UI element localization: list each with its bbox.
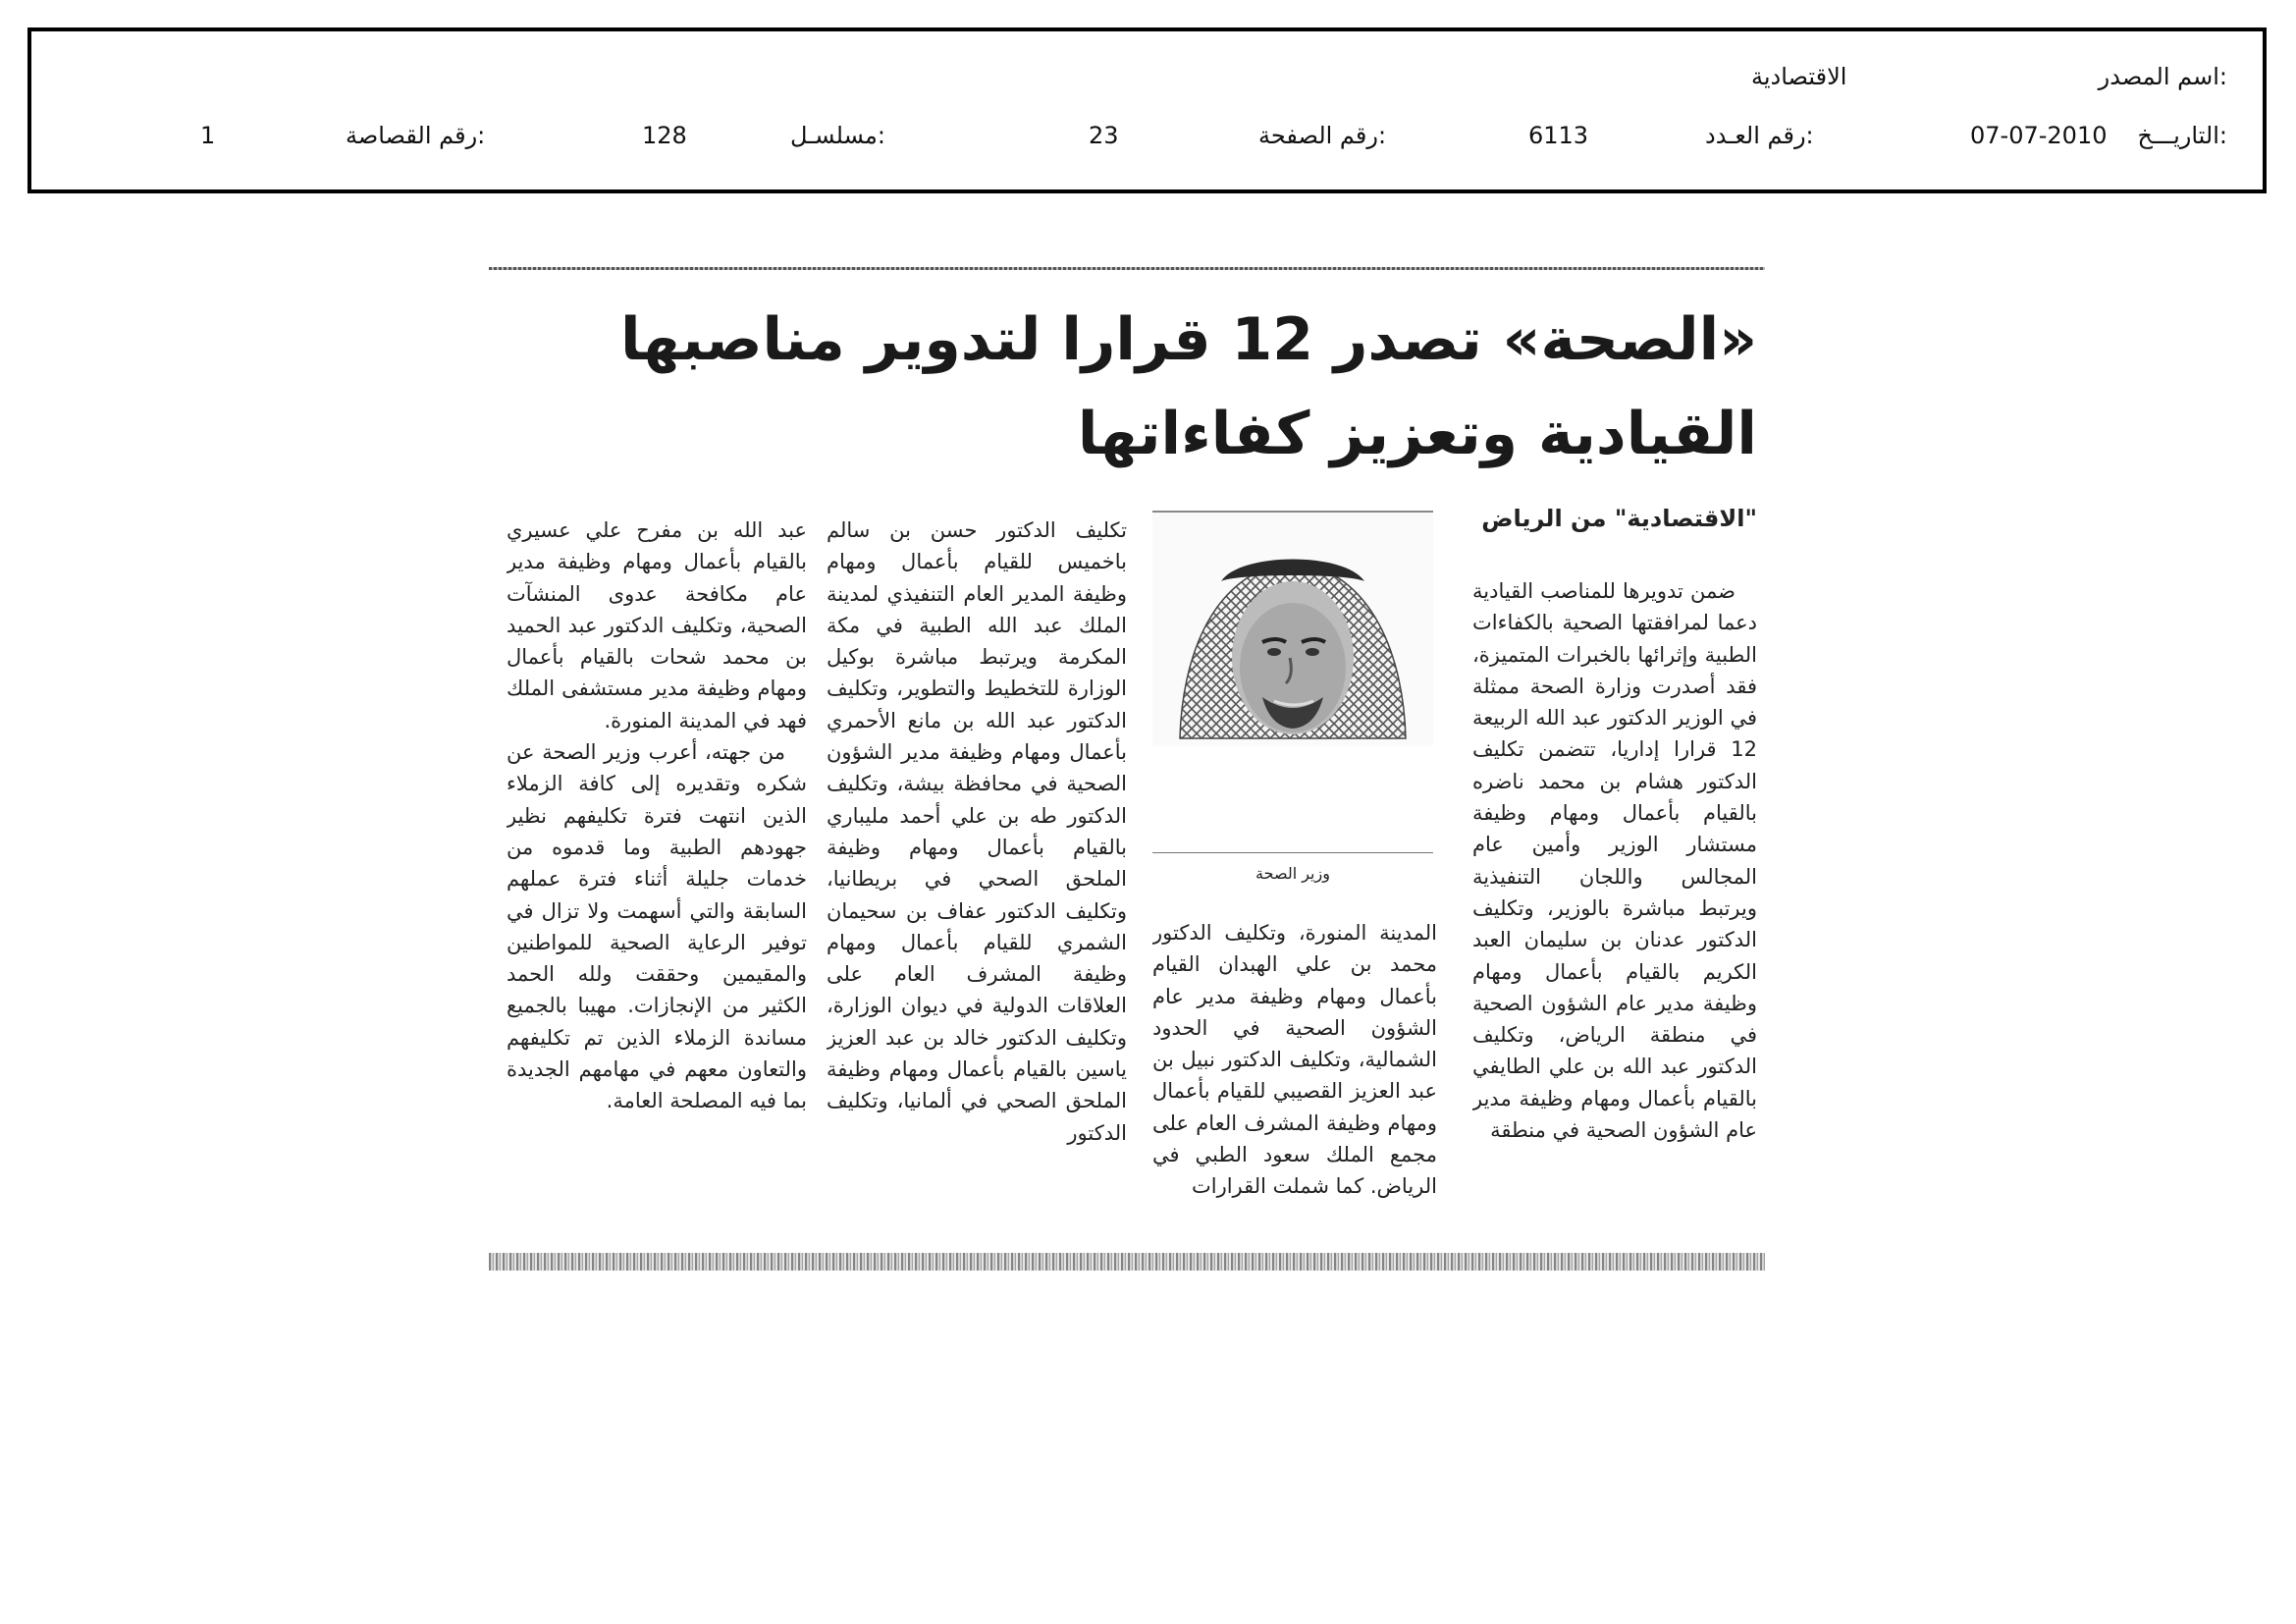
- article-column-1: [1472, 575, 1757, 1253]
- source-value: الاقتصادية: [1751, 63, 1847, 90]
- page-label: رقم الصفحة:: [1258, 122, 1387, 149]
- column-4-paragraph-2: من جهته، أعرب وزير الصحة عن شكره وتقديره إلى كافة الزملاء الذين انتهت فترة تكليفهم نظير جهودهم الطبية وما قدموه من خدمات جليلة أثناء فترة عملهم السابقة والتي أسهمت ولا تزال في توفير الرعاية الصحية للمواطنين والمقيمين وحققت ولله الحمد الكثير من الإنجازات. مهيبا بالجميع مساندة الزملاء الذين تم تكليفهم والتعاون معهم في مهامهم الجديدة بما فيه المصلحة العامة.: [507, 740, 807, 1113]
- column-1-text: ضمن تدويرها للمناصب القيادية دعما لمرافقتها الصحية بالكفاءات الطبية وإثرائها بالخبرات المتميزة، فقد أصدرت وزارة الصحة ممثلة في الوزير الدكتور عبد الله الربيعة 12 قرارا إداريا، تتضمن تكليف الدكتور هشام بن محمد ناضره بالقيام بأعمال ومهام وظيفة مستشار الوزير وأمين عام المجالس واللجان التنفيذية ويرتبط مباشرة بالوزير، وتكليف الدكتور عدنان بن سليمان العبد الكريم بالقيام بأعمال ومهام وظيفة مدير عام الشؤون الصحية في منطقة الرياض، وتكليف الدكتور عبد الله بن علي الطايفي بالقيام بأعمال ومهام وظيفة مدير عام الشؤون الصحية في منطقة: [1472, 579, 1757, 1143]
- date-label: التاريـــخ:: [2137, 122, 2227, 149]
- bottom-rule: [489, 1253, 1765, 1271]
- article-headline: «الصحة» تصدر 12 قرارا لتدوير مناصبها القيادية وتعزيز كفاءاتها: [619, 305, 1757, 468]
- article-column-3: [827, 514, 1127, 1253]
- date-value: 07-07-2010: [1970, 122, 2108, 149]
- article-column-4: [507, 514, 807, 1253]
- issue-value: 6113: [1528, 122, 1589, 149]
- column-3-text: تكليف الدكتور حسن بن سالم باخميس للقيام بأعمال ومهام وظيفة المدير العام التنفيذي لمدينة الملك عبد الله الطبية في مكة المكرمة ويرتبط مباشرة بوكيل الوزارة للتخطيط والتطوير، وتكليف الدكتور عبد الله بن مانع الأحمري بأعمال ومهام وظيفة مدير الشؤون الصحية في محافظة بيشة، وتكليف الدكتور طه بن علي أحمد مليباري بالقيام بأعمال ومهام وظيفة الملحق الصحي في بريطانيا، وتكليف الدكتور عفاف بن سحيمان الشمري للقيام بأعمال ومهام وظيفة المشرف العام على العلاقات الدولية في ديوان الوزارة، وتكليف الدكتور خالد بن عبد العزيز ياسين بالقيام بأعمال ومهام وظيفة الملحق الصحي في ألمانيا، وتكليف الدكتور: [827, 518, 1127, 1145]
- clipping-metadata-box: [27, 27, 2267, 193]
- clip-label: رقم القصاصة:: [346, 122, 486, 149]
- caption-divider: [1152, 852, 1433, 853]
- top-rule: [489, 267, 1765, 270]
- column-4-paragraph-1: عبد الله بن مفرح علي عسيري بالقيام بأعمال ومهام وظيفة مدير عام مكافحة عدوى المنشآت الصحية، وتكليف الدكتور عبد الحميد بن محمد شحات بالقيام بأعمال ومهام وظيفة مدير مستشفى الملك فهد في المدينة المنورة.: [507, 518, 807, 732]
- issue-label: رقم العـدد:: [1705, 122, 1814, 149]
- article-byline: "الاقتصادية" من الرياض: [1481, 505, 1757, 532]
- source-label: اسم المصدر:: [2098, 63, 2227, 90]
- minister-photo: [1152, 511, 1433, 746]
- serial-value: 128: [642, 122, 687, 149]
- article-column-2: [1152, 917, 1437, 1253]
- minister-portrait-icon: [1152, 513, 1433, 746]
- photo-caption: وزير الصحة: [1255, 864, 1330, 883]
- clip-value: 1: [200, 122, 216, 149]
- serial-label: مسلسـل:: [790, 122, 885, 149]
- newspaper-clipping: [489, 263, 1765, 1276]
- column-2-text: المدينة المنورة، وتكليف الدكتور محمد بن علي الهبدان القيام بأعمال ومهام وظيفة مدير عام الشؤون الصحية في الحدود الشمالية، وتكليف الدكتور نبيل بن عبد العزيز القصيبي للقيام بأعمال ومهام وظيفة المشرف العام على مجمع الملك سعود الطبي في الرياض. كما شملت القرارات: [1152, 921, 1437, 1199]
- page-value: 23: [1089, 122, 1119, 149]
